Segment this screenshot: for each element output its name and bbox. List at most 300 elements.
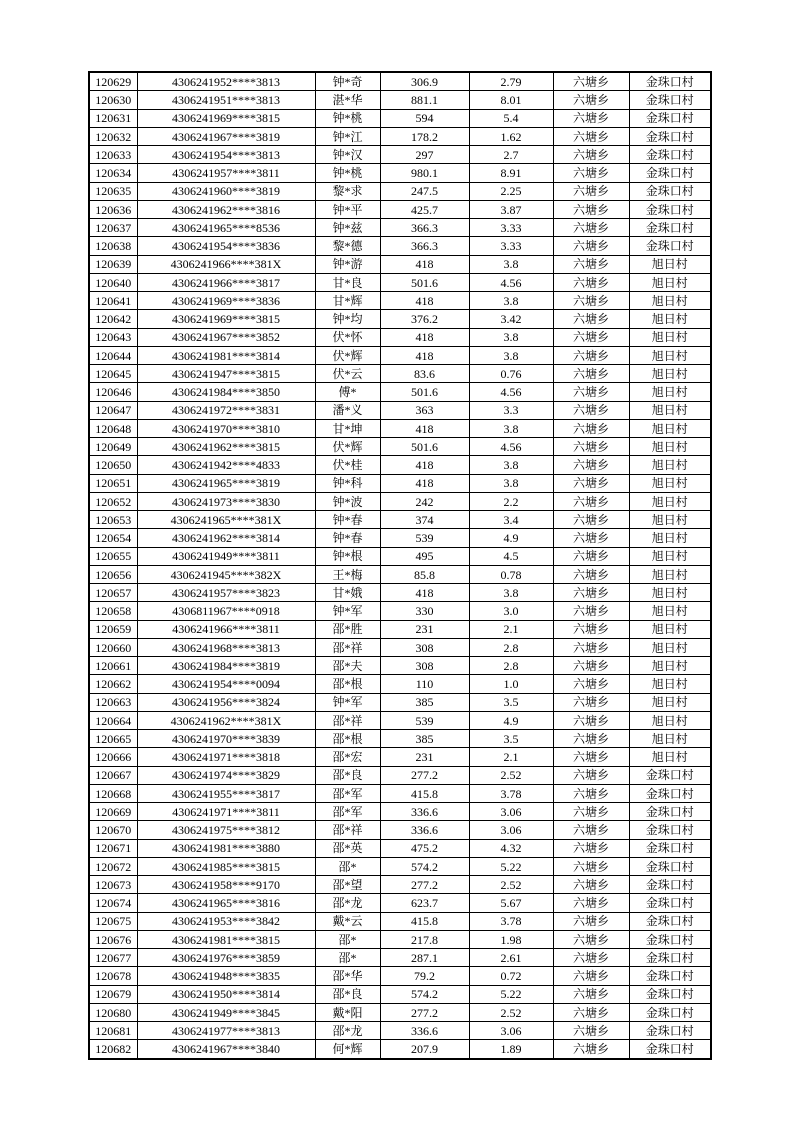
table-row [89, 730, 711, 748]
id-number-cell: 4306241976****3859 [137, 949, 315, 967]
area-cell: 2.2 [469, 492, 553, 510]
village-cell: 旭日村 [629, 328, 711, 346]
amount-cell: 366.3 [380, 219, 469, 237]
name-cell: 伏*辉 [315, 346, 380, 364]
village-cell: 旭日村 [629, 273, 711, 291]
table-row [89, 657, 711, 675]
township-cell: 六塘乡 [553, 876, 629, 894]
township-cell: 六塘乡 [553, 310, 629, 328]
name-cell: 伏*辉 [315, 438, 380, 456]
amount-cell: 207.9 [380, 1040, 469, 1059]
amount-cell: 376.2 [380, 310, 469, 328]
table-row [89, 602, 711, 620]
village-cell: 金珠口村 [629, 109, 711, 127]
village-cell: 旭日村 [629, 675, 711, 693]
id-number-cell: 4306241962****3814 [137, 529, 315, 547]
seq-cell: 120640 [89, 273, 137, 291]
village-cell: 旭日村 [629, 401, 711, 419]
table-row [89, 766, 711, 784]
amount-cell: 574.2 [380, 857, 469, 875]
area-cell: 8.01 [469, 91, 553, 109]
amount-cell: 623.7 [380, 894, 469, 912]
id-number-cell: 4306241969****3815 [137, 310, 315, 328]
amount-cell: 501.6 [380, 438, 469, 456]
village-cell: 金珠口村 [629, 949, 711, 967]
name-cell: 黎*求 [315, 182, 380, 200]
area-cell: 4.9 [469, 529, 553, 547]
name-cell: 邵*根 [315, 675, 380, 693]
area-cell: 2.52 [469, 876, 553, 894]
name-cell: 钟*军 [315, 602, 380, 620]
township-cell: 六塘乡 [553, 72, 629, 91]
township-cell: 六塘乡 [553, 675, 629, 693]
township-cell: 六塘乡 [553, 894, 629, 912]
seq-cell: 120680 [89, 1003, 137, 1021]
area-cell: 3.8 [469, 255, 553, 273]
amount-cell: 539 [380, 529, 469, 547]
amount-cell: 277.2 [380, 766, 469, 784]
name-cell: 潘*义 [315, 401, 380, 419]
table-row [89, 876, 711, 894]
table-row [89, 146, 711, 164]
area-cell: 2.1 [469, 748, 553, 766]
seq-cell: 120682 [89, 1040, 137, 1059]
area-cell: 5.4 [469, 109, 553, 127]
table-row [89, 255, 711, 273]
name-cell: 钟*江 [315, 127, 380, 145]
name-cell: 黎*德 [315, 237, 380, 255]
amount-cell: 594 [380, 109, 469, 127]
seq-cell: 120635 [89, 182, 137, 200]
name-cell: 钟*科 [315, 474, 380, 492]
name-cell: 邵*良 [315, 985, 380, 1003]
township-cell: 六塘乡 [553, 602, 629, 620]
amount-cell: 330 [380, 602, 469, 620]
area-cell: 3.8 [469, 456, 553, 474]
township-cell: 六塘乡 [553, 985, 629, 1003]
amount-cell: 287.1 [380, 949, 469, 967]
table-row [89, 930, 711, 948]
amount-cell: 418 [380, 292, 469, 310]
table-row [89, 182, 711, 200]
township-cell: 六塘乡 [553, 346, 629, 364]
amount-cell: 363 [380, 401, 469, 419]
name-cell: 钟*桃 [315, 164, 380, 182]
area-cell: 3.33 [469, 237, 553, 255]
amount-cell: 418 [380, 255, 469, 273]
name-cell: 邵* [315, 857, 380, 875]
village-cell: 金珠口村 [629, 72, 711, 91]
name-cell: 何*辉 [315, 1040, 380, 1059]
amount-cell: 110 [380, 675, 469, 693]
amount-cell: 415.8 [380, 912, 469, 930]
township-cell: 六塘乡 [553, 1003, 629, 1021]
id-number-cell: 4306241954****0094 [137, 675, 315, 693]
id-number-cell: 4306241962****381X [137, 711, 315, 729]
seq-cell: 120669 [89, 803, 137, 821]
amount-cell: 178.2 [380, 127, 469, 145]
seq-cell: 120662 [89, 675, 137, 693]
village-cell: 金珠口村 [629, 894, 711, 912]
id-number-cell: 4306241984****3850 [137, 383, 315, 401]
amount-cell: 242 [380, 492, 469, 510]
amount-cell: 881.1 [380, 91, 469, 109]
id-number-cell: 4306241956****3824 [137, 693, 315, 711]
area-cell: 3.33 [469, 219, 553, 237]
amount-cell: 231 [380, 620, 469, 638]
table-row [89, 237, 711, 255]
name-cell: 钟*军 [315, 693, 380, 711]
area-cell: 4.32 [469, 839, 553, 857]
amount-cell: 277.2 [380, 1003, 469, 1021]
village-cell: 金珠口村 [629, 803, 711, 821]
table-row [89, 91, 711, 109]
amount-cell: 217.8 [380, 930, 469, 948]
township-cell: 六塘乡 [553, 365, 629, 383]
amount-cell: 297 [380, 146, 469, 164]
id-number-cell: 4306241951****3813 [137, 91, 315, 109]
name-cell: 邵*夫 [315, 657, 380, 675]
area-cell: 2.52 [469, 766, 553, 784]
area-cell: 4.56 [469, 273, 553, 291]
area-cell: 2.8 [469, 657, 553, 675]
township-cell: 六塘乡 [553, 1022, 629, 1040]
name-cell: 邵*祥 [315, 711, 380, 729]
village-cell: 金珠口村 [629, 784, 711, 802]
seq-cell: 120676 [89, 930, 137, 948]
area-cell: 3.78 [469, 912, 553, 930]
village-cell: 金珠口村 [629, 912, 711, 930]
township-cell: 六塘乡 [553, 784, 629, 802]
table-row [89, 383, 711, 401]
id-number-cell: 4306241966****381X [137, 255, 315, 273]
id-number-cell: 4306241957****3823 [137, 584, 315, 602]
area-cell: 2.7 [469, 146, 553, 164]
amount-cell: 475.2 [380, 839, 469, 857]
id-number-cell: 4306241971****3811 [137, 803, 315, 821]
table-row [89, 711, 711, 729]
name-cell: 王*梅 [315, 565, 380, 583]
name-cell: 邵*祥 [315, 821, 380, 839]
name-cell: 邵*军 [315, 803, 380, 821]
area-cell: 3.8 [469, 419, 553, 437]
name-cell: 邵* [315, 949, 380, 967]
area-cell: 1.62 [469, 127, 553, 145]
name-cell: 邵*龙 [315, 894, 380, 912]
amount-cell: 418 [380, 346, 469, 364]
amount-cell: 385 [380, 693, 469, 711]
village-cell: 旭日村 [629, 529, 711, 547]
id-number-cell: 4306241957****3811 [137, 164, 315, 182]
village-cell: 金珠口村 [629, 857, 711, 875]
name-cell: 伏*桂 [315, 456, 380, 474]
amount-cell: 418 [380, 328, 469, 346]
name-cell: 甘*良 [315, 273, 380, 291]
name-cell: 伏*怀 [315, 328, 380, 346]
village-cell: 旭日村 [629, 602, 711, 620]
township-cell: 六塘乡 [553, 912, 629, 930]
township-cell: 六塘乡 [553, 127, 629, 145]
village-cell: 旭日村 [629, 346, 711, 364]
village-cell: 旭日村 [629, 255, 711, 273]
seq-cell: 120632 [89, 127, 137, 145]
seq-cell: 120654 [89, 529, 137, 547]
township-cell: 六塘乡 [553, 949, 629, 967]
area-cell: 3.78 [469, 784, 553, 802]
name-cell: 钟*奇 [315, 72, 380, 91]
area-cell: 8.91 [469, 164, 553, 182]
area-cell: 3.8 [469, 328, 553, 346]
seq-cell: 120672 [89, 857, 137, 875]
table-row [89, 638, 711, 656]
area-cell: 1.89 [469, 1040, 553, 1059]
table-row [89, 310, 711, 328]
township-cell: 六塘乡 [553, 91, 629, 109]
table-row [89, 200, 711, 218]
table-row [89, 912, 711, 930]
village-cell: 金珠口村 [629, 91, 711, 109]
table-row [89, 292, 711, 310]
seq-cell: 120630 [89, 91, 137, 109]
id-number-cell: 4306241954****3836 [137, 237, 315, 255]
township-cell: 六塘乡 [553, 328, 629, 346]
village-cell: 金珠口村 [629, 1003, 711, 1021]
table-row [89, 821, 711, 839]
id-number-cell: 4306241970****3810 [137, 419, 315, 437]
village-cell: 旭日村 [629, 438, 711, 456]
area-cell: 5.67 [469, 894, 553, 912]
village-cell: 旭日村 [629, 730, 711, 748]
village-cell: 旭日村 [629, 456, 711, 474]
village-cell: 旭日村 [629, 547, 711, 565]
township-cell: 六塘乡 [553, 821, 629, 839]
area-cell: 1.98 [469, 930, 553, 948]
seq-cell: 120647 [89, 401, 137, 419]
area-cell: 3.06 [469, 1022, 553, 1040]
seq-cell: 120674 [89, 894, 137, 912]
table-row [89, 328, 711, 346]
area-cell: 3.8 [469, 346, 553, 364]
township-cell: 六塘乡 [553, 839, 629, 857]
village-cell: 旭日村 [629, 292, 711, 310]
table-row [89, 967, 711, 985]
township-cell: 六塘乡 [553, 255, 629, 273]
seq-cell: 120643 [89, 328, 137, 346]
seq-cell: 120656 [89, 565, 137, 583]
seq-cell: 120633 [89, 146, 137, 164]
table-row [89, 456, 711, 474]
amount-cell: 374 [380, 511, 469, 529]
area-cell: 2.52 [469, 1003, 553, 1021]
township-cell: 六塘乡 [553, 657, 629, 675]
area-cell: 0.78 [469, 565, 553, 583]
amount-cell: 415.8 [380, 784, 469, 802]
township-cell: 六塘乡 [553, 200, 629, 218]
seq-cell: 120642 [89, 310, 137, 328]
seq-cell: 120657 [89, 584, 137, 602]
amount-cell: 247.5 [380, 182, 469, 200]
table-row [89, 346, 711, 364]
table-row [89, 839, 711, 857]
name-cell: 钟*游 [315, 255, 380, 273]
id-number-cell: 4306241952****3813 [137, 72, 315, 91]
seq-cell: 120651 [89, 474, 137, 492]
seq-cell: 120652 [89, 492, 137, 510]
id-number-cell: 4306241949****3811 [137, 547, 315, 565]
name-cell: 邵*宏 [315, 748, 380, 766]
amount-cell: 495 [380, 547, 469, 565]
amount-cell: 336.6 [380, 803, 469, 821]
village-cell: 旭日村 [629, 693, 711, 711]
amount-cell: 501.6 [380, 383, 469, 401]
seq-cell: 120666 [89, 748, 137, 766]
amount-cell: 231 [380, 748, 469, 766]
area-cell: 5.22 [469, 985, 553, 1003]
amount-cell: 306.9 [380, 72, 469, 91]
village-cell: 旭日村 [629, 657, 711, 675]
name-cell: 邵*华 [315, 967, 380, 985]
id-number-cell: 4306241965****3816 [137, 894, 315, 912]
seq-cell: 120663 [89, 693, 137, 711]
seq-cell: 120675 [89, 912, 137, 930]
amount-cell: 574.2 [380, 985, 469, 1003]
id-number-cell: 4306241947****3815 [137, 365, 315, 383]
township-cell: 六塘乡 [553, 584, 629, 602]
township-cell: 六塘乡 [553, 620, 629, 638]
table-row [89, 492, 711, 510]
id-number-cell: 4306241973****3830 [137, 492, 315, 510]
area-cell: 3.42 [469, 310, 553, 328]
name-cell: 钟*均 [315, 310, 380, 328]
amount-cell: 85.8 [380, 565, 469, 583]
seq-cell: 120641 [89, 292, 137, 310]
township-cell: 六塘乡 [553, 547, 629, 565]
table-row [89, 748, 711, 766]
village-cell: 旭日村 [629, 584, 711, 602]
table-row [89, 72, 711, 91]
area-cell: 2.79 [469, 72, 553, 91]
amount-cell: 385 [380, 730, 469, 748]
township-cell: 六塘乡 [553, 401, 629, 419]
amount-cell: 418 [380, 456, 469, 474]
name-cell: 钟*桃 [315, 109, 380, 127]
area-cell: 5.22 [469, 857, 553, 875]
name-cell: 邵*胜 [315, 620, 380, 638]
name-cell: 邵*祥 [315, 638, 380, 656]
township-cell: 六塘乡 [553, 638, 629, 656]
seq-cell: 120637 [89, 219, 137, 237]
area-cell: 2.8 [469, 638, 553, 656]
seq-cell: 120664 [89, 711, 137, 729]
township-cell: 六塘乡 [553, 474, 629, 492]
area-cell: 1.0 [469, 675, 553, 693]
name-cell: 钟*兹 [315, 219, 380, 237]
area-cell: 3.5 [469, 730, 553, 748]
village-cell: 金珠口村 [629, 930, 711, 948]
id-number-cell: 4306241960****3819 [137, 182, 315, 200]
area-cell: 3.8 [469, 474, 553, 492]
table-row [89, 365, 711, 383]
name-cell: 钟*根 [315, 547, 380, 565]
seq-cell: 120677 [89, 949, 137, 967]
area-cell: 3.06 [469, 803, 553, 821]
id-number-cell: 4306241968****3813 [137, 638, 315, 656]
village-cell: 金珠口村 [629, 766, 711, 784]
name-cell: 钟*春 [315, 511, 380, 529]
id-number-cell: 4306241974****3829 [137, 766, 315, 784]
village-cell: 金珠口村 [629, 1040, 711, 1059]
id-number-cell: 4306241958****9170 [137, 876, 315, 894]
name-cell: 伏*云 [315, 365, 380, 383]
seq-cell: 120650 [89, 456, 137, 474]
township-cell: 六塘乡 [553, 219, 629, 237]
amount-cell: 980.1 [380, 164, 469, 182]
id-number-cell: 4306241969****3836 [137, 292, 315, 310]
id-number-cell: 4306241975****3812 [137, 821, 315, 839]
village-cell: 金珠口村 [629, 876, 711, 894]
area-cell: 4.56 [469, 383, 553, 401]
table-row [89, 127, 711, 145]
village-cell: 旭日村 [629, 711, 711, 729]
table-row [89, 273, 711, 291]
table-row [89, 565, 711, 583]
township-cell: 六塘乡 [553, 419, 629, 437]
village-cell: 旭日村 [629, 310, 711, 328]
table-row [89, 784, 711, 802]
name-cell: 邵*良 [315, 766, 380, 784]
township-cell: 六塘乡 [553, 109, 629, 127]
area-cell: 3.5 [469, 693, 553, 711]
id-number-cell: 4306811967****0918 [137, 602, 315, 620]
village-cell: 旭日村 [629, 474, 711, 492]
village-cell: 旭日村 [629, 511, 711, 529]
table-row [89, 219, 711, 237]
seq-cell: 120659 [89, 620, 137, 638]
township-cell: 六塘乡 [553, 857, 629, 875]
village-cell: 金珠口村 [629, 839, 711, 857]
table-row [89, 474, 711, 492]
id-number-cell: 4306241954****3813 [137, 146, 315, 164]
township-cell: 六塘乡 [553, 529, 629, 547]
id-number-cell: 4306241985****3815 [137, 857, 315, 875]
amount-cell: 308 [380, 638, 469, 656]
seq-cell: 120636 [89, 200, 137, 218]
township-cell: 六塘乡 [553, 711, 629, 729]
id-number-cell: 4306241942****4833 [137, 456, 315, 474]
seq-cell: 120634 [89, 164, 137, 182]
table-row [89, 1022, 711, 1040]
seq-cell: 120631 [89, 109, 137, 127]
township-cell: 六塘乡 [553, 511, 629, 529]
table-row [89, 857, 711, 875]
name-cell: 戴*阳 [315, 1003, 380, 1021]
amount-cell: 83.6 [380, 365, 469, 383]
township-cell: 六塘乡 [553, 967, 629, 985]
village-cell: 金珠口村 [629, 985, 711, 1003]
village-cell: 旭日村 [629, 383, 711, 401]
name-cell: 湛*华 [315, 91, 380, 109]
table-row [89, 894, 711, 912]
name-cell: 邵*军 [315, 784, 380, 802]
amount-cell: 418 [380, 474, 469, 492]
township-cell: 六塘乡 [553, 383, 629, 401]
seq-cell: 120645 [89, 365, 137, 383]
amount-cell: 366.3 [380, 237, 469, 255]
seq-cell: 120629 [89, 72, 137, 91]
township-cell: 六塘乡 [553, 146, 629, 164]
id-number-cell: 4306241965****8536 [137, 219, 315, 237]
id-number-cell: 4306241972****3831 [137, 401, 315, 419]
